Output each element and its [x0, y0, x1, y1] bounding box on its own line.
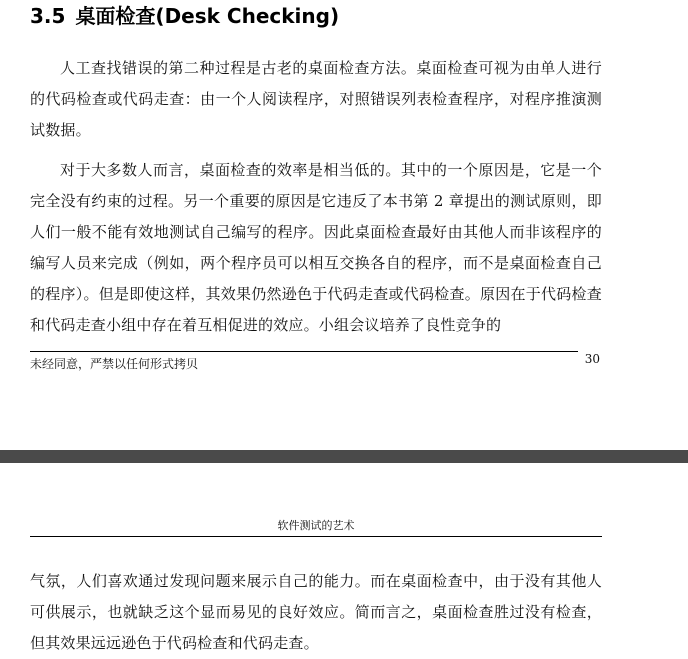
section-heading [30, 2, 339, 30]
body-paragraph: 对于大多数人而言，桌面检查的效率是相当低的。其中的一个原因是，它是一个完全没有约束的过程。另一个重要的原因是它违反了本书第 2 章提出的测试原则，即人们一般不能有效地测试自己编写的程序。因此桌面检查最好由其他人而非该程序的编写人员来完成（例如，两个程序员可以相互交换各自的程序，而不是桌面检查自己的程序）。但是即使这样，其效果仍然逊色于代码走查或代码检查。原因在于代码检查和代码走查小组中存在着互相促进的效应。小组会议培养了良性竞争的 [30, 161, 602, 334]
body-paragraph: 气氛，人们喜欢通过发现问题来展示自己的能力。而在桌面检查中，由于没有其他人可供展示，也就缺乏这个显而易见的良好效应。简而言之，桌面检查胜过没有检查，但其效果远远逊色于代码检查和代码走查。 [30, 572, 602, 652]
document-page-31 [0, 463, 688, 659]
section-number: 3.5 [30, 4, 66, 28]
page-separator [0, 450, 688, 463]
body-paragraph: 人工查找错误的第二种过程是古老的桌面检查方法。桌面检查可视为由单人进行的代码检查或代码走查：由一个人阅读程序，对照错误列表检查程序，对程序推演测试数据。 [30, 59, 602, 139]
running-header: 软件测试的艺术 [277, 519, 355, 532]
copyright-notice: 未经同意，严禁以任何形式拷贝 [30, 357, 199, 371]
page-number: 30 [584, 352, 600, 366]
footer-rule [30, 351, 578, 352]
section-title: 桌面检查(Desk Checking) [75, 4, 340, 28]
header-rule [30, 536, 602, 537]
